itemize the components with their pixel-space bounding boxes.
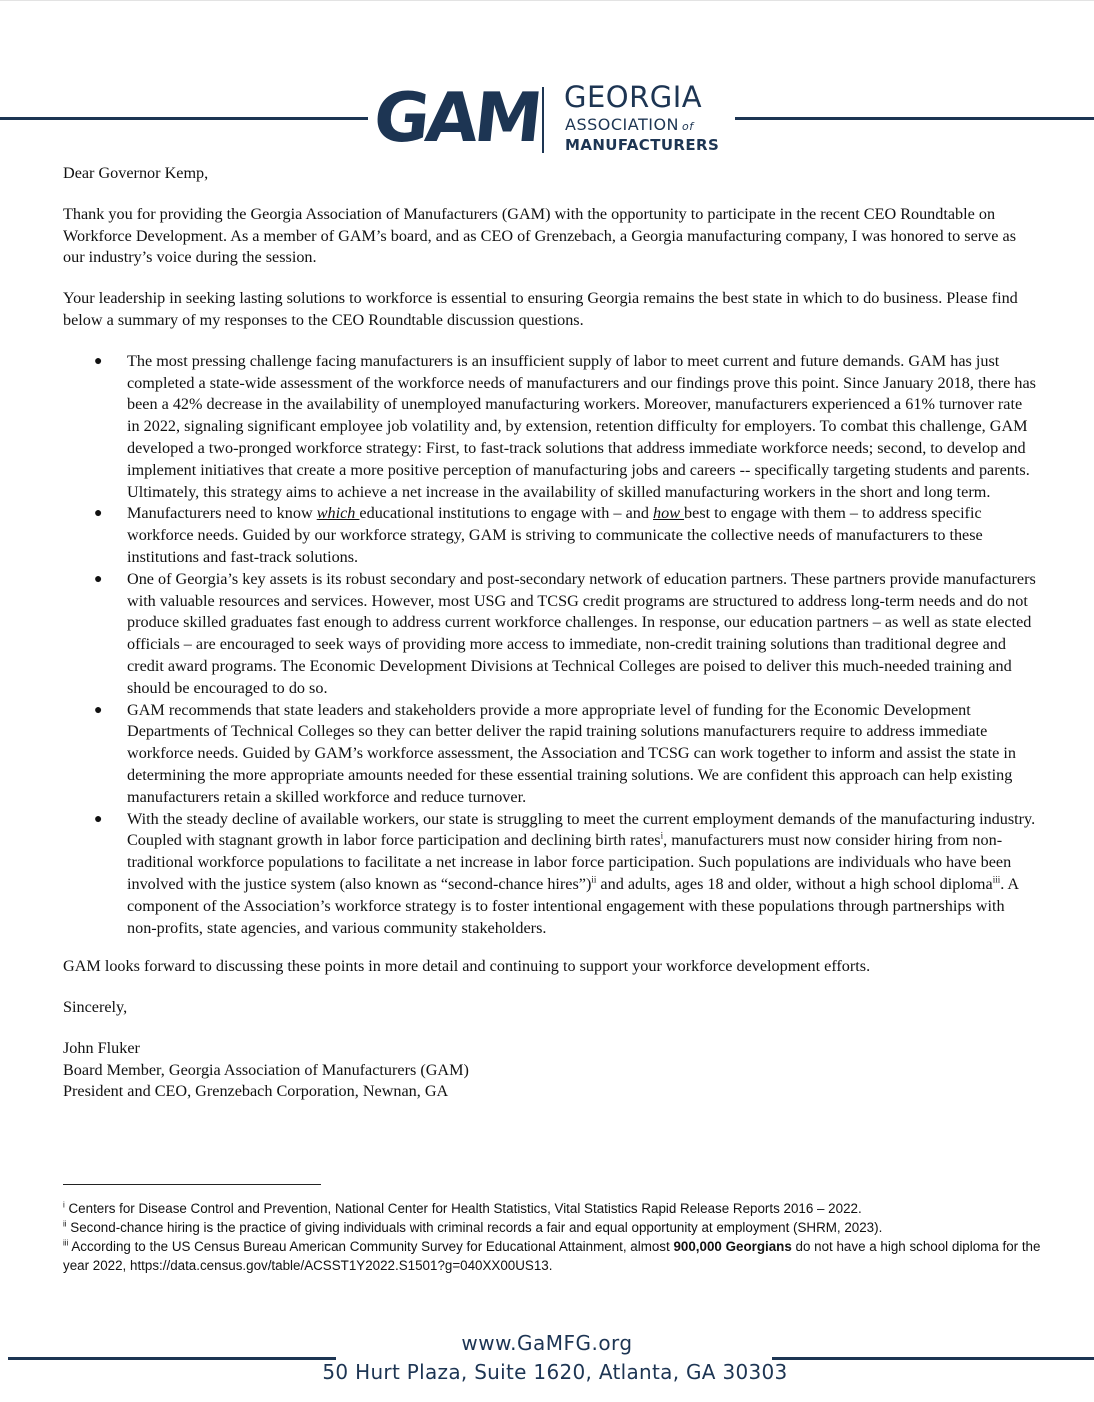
bullet-text-5a: With the steady decline of available workers, our state is struggling to meet the current employment demands of the manufacturing industry. Coupled with stagnant growth in labor force participation and declining birth rates xyxy=(127,809,1036,850)
bullet-text-2b: educational institutions to engage with – and xyxy=(359,504,653,523)
bullet-text-5d: . A component of the Association’s workforce strategy is to foster intentional engagement with these populations through partnerships with non-profits, state agencies, and various community stakeholders. xyxy=(127,874,1019,937)
list-item xyxy=(63,569,1038,700)
summary-paragraph: Your leadership in seeking lasting solutions to workforce is essential to ensuring Georgia remains the best state in which to do business. Please find below a summary of my responses to the CEO Roundtable discussion questions. xyxy=(63,289,1018,329)
bullet-text-5b: , manufacturers must now consider hiring from non-traditional workforce populations to facilitate a net increase in labor force participation. Such populations are individuals who have been involved with the justice system (also known as “second-chance hires”) xyxy=(127,831,1012,893)
footnote-marker-1: i xyxy=(63,1200,65,1210)
footnote-ref-1: i xyxy=(660,830,664,841)
bullet-emphasis-how: how xyxy=(653,504,685,523)
bullet-icon: ● xyxy=(94,571,103,587)
valediction: Sincerely, xyxy=(63,998,128,1017)
footer-website: www.GaMFG.org xyxy=(461,1331,633,1355)
bullet-text-2c: best to engage with them – to address specific workforce needs. Guided by our workforce strategy, GAM is striving to communicate the collective needs of manufacturers to these institutions and fast-track solutions. xyxy=(127,504,983,566)
logo-divider xyxy=(542,87,544,153)
closing-paragraph: GAM looks forward to discussing these points in more detail and continuing to support your workforce development efforts. xyxy=(63,957,871,976)
footnote-marker-2: ii xyxy=(63,1219,67,1229)
bullet-icon: ● xyxy=(94,702,103,718)
footnote-ref-2: ii xyxy=(591,874,597,885)
logo-org-line1: GEORGIA xyxy=(564,80,703,114)
bullet-icon: ● xyxy=(94,353,103,369)
logo-org-line2-text: ASSOCIATION xyxy=(565,115,679,134)
logo-org-line3: MANUFACTURERS xyxy=(565,136,720,154)
intro-paragraph: Thank you for providing the Georgia Association of Manufacturers (GAM) with the opportunity to participate in the recent CEO Roundtable on Workforce Development. As a member of GAM’s board, and as CEO of Grenzebach, a Georgia manufacturing company, I was honored to serve as our industry’s voice during the session. xyxy=(63,204,1016,267)
footnote-ref-3: iii xyxy=(992,874,1001,885)
bullet-emphasis-which: which xyxy=(316,504,360,523)
bullet-icon: ● xyxy=(94,506,103,522)
gam-logo xyxy=(370,79,730,157)
list-item xyxy=(63,503,1038,568)
signer-title-1: Board Member, Georgia Association of Manufacturers (GAM) xyxy=(63,1060,469,1079)
footnote-marker-3: iii xyxy=(63,1238,69,1248)
signer-title-2: President and CEO, Grenzebach Corporation, Newnan, GA xyxy=(63,1082,449,1101)
logo-org-line2 xyxy=(565,116,694,136)
header-rule-right xyxy=(735,117,1094,120)
bullet-text-5c: and adults, ages 18 and older, without a high school diploma xyxy=(596,874,993,893)
footnote-2 xyxy=(63,1218,1043,1237)
footnote-text-3b: do not have a high school diploma for the year 2022, https://data.census.gov/table/ACSST1Y2022.S1501?g=040XX00US13. xyxy=(63,1239,1041,1273)
list-item xyxy=(63,700,1038,809)
header-rule-left xyxy=(0,117,368,120)
footnote-rule xyxy=(63,1184,321,1185)
footnote-text-1: Centers for Disease Control and Prevention, National Center for Health Statistics, Vital Statistics Rapid Release Reports 2016 – 2022. xyxy=(64,1201,862,1216)
footnote-text-3a: According to the US Census Bureau American Community Survey for Educational Attainment, almost xyxy=(68,1239,674,1254)
letter-body xyxy=(63,163,1038,1103)
bullet-text-1: The most pressing challenge facing manufacturers is an insufficient supply of labor to meet current and future demands. GAM has just completed a state-wide assessment of the workforce needs of manufacturers and our findings prove this point. Since January 2018, there has been a 42% decrease in the availability of unemployed manufacturing workers. Moreover, manufacturers experienced a 61% turnover rate in 2022, signaling significant employee job volatility and, by extension, retention difficulty for employers. To combat this challenge, GAM developed a two-pronged workforce strategy: First, to fast-track solutions that address immediate workforce needs; second, to develop and implement initiatives that create a more positive perception of manufacturing jobs and careers -- specifically targeting students and parents. Ultimately, this strategy aims to achieve a net increase in the availability of skilled manufacturing workers in the short and long term. xyxy=(127,351,1036,501)
list-item xyxy=(63,351,1038,504)
footnote-1 xyxy=(63,1199,1043,1218)
footnote-3 xyxy=(63,1237,1043,1275)
bullet-icon: ● xyxy=(94,811,103,827)
signer-name: John Fluker xyxy=(63,1038,140,1057)
responses-list xyxy=(63,351,1038,940)
footer-address: 50 Hurt Plaza, Suite 1620, Atlanta, GA 30303 xyxy=(322,1360,788,1384)
bullet-text-2a: Manufacturers need to know xyxy=(127,504,317,523)
salutation: Dear Governor Kemp, xyxy=(63,164,209,182)
logo-mark: GAM xyxy=(369,79,543,158)
logo-org-line2-of: of xyxy=(682,120,694,133)
footnote-text-3-bold: 900,000 Georgians xyxy=(673,1239,792,1254)
footnote-text-2: Second-chance hiring is the practice of giving individuals with criminal records a fair and equal opportunity at employment (SHRM, 2023). xyxy=(66,1220,883,1235)
bullet-text-3: One of Georgia’s key assets is its robust secondary and post-secondary network of education partners. These partners provide manufacturers with valuable resources and services. However, most USG and TCSG credit programs are structured to address long-term needs and do not produce skilled graduates fast enough to address current workforce challenges. In response, our education partners – as well as state elected officials – are encouraged to seek ways of providing more access to immediate, non-credit training solutions than traditional degree and credit award programs. The Economic Development Divisions at Technical Colleges are poised to deliver this much-needed training and should be encouraged to do so. xyxy=(127,569,1036,697)
list-item xyxy=(63,809,1038,940)
bullet-text-4: GAM recommends that state leaders and stakeholders provide a more appropriate level of funding for the Economic Development Departments of Technical Colleges so they can better deliver the rapid training solutions manufacturers require to address immediate workforce needs. Guided by GAM’s workforce assessment, the Association and TCSG can work together to inform and assist the state in determining the more appropriate amounts needed for these essential training solutions. We are confident this approach can help existing manufacturers retain a skilled workforce and reduce turnover. xyxy=(127,700,1016,806)
footnotes xyxy=(63,1199,1043,1275)
